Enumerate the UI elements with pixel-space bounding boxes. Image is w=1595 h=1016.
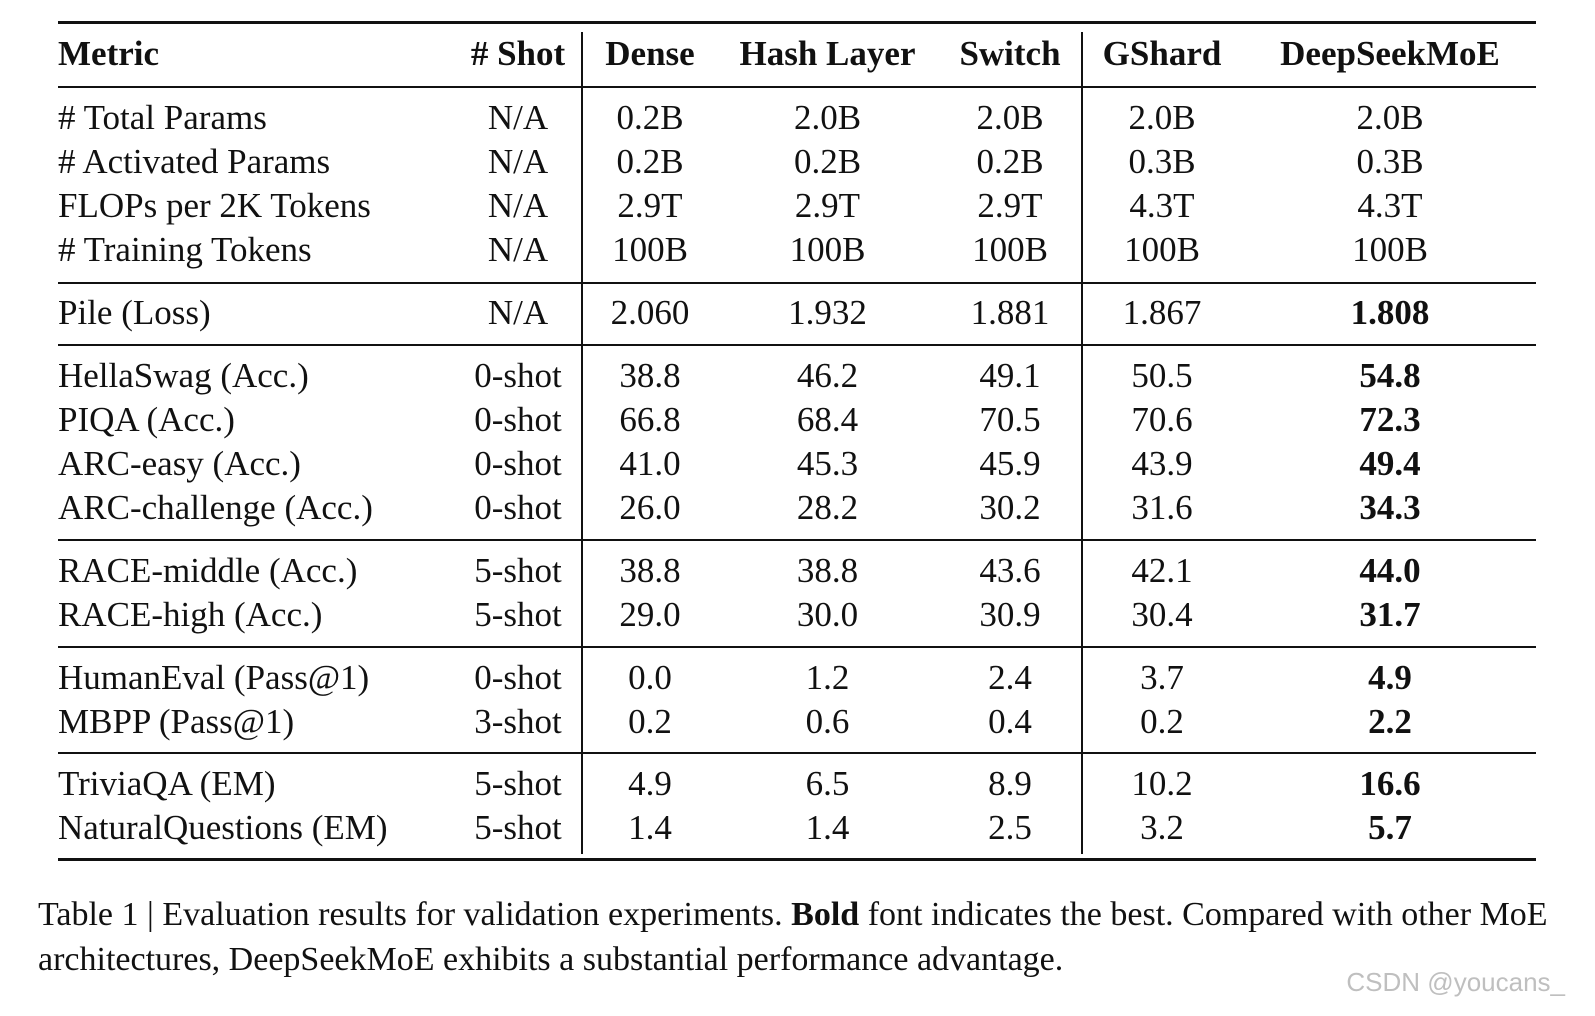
value-cell: 0.2B (616, 98, 684, 137)
value-cell: 49.1 (979, 356, 1041, 395)
value-cell: 29.0 (619, 595, 681, 634)
value-cell: 3.2 (1140, 808, 1184, 847)
header-cell: GShard (1102, 34, 1222, 73)
value-cell: 44.0 (1359, 551, 1421, 590)
value-cell: 0.2 (628, 702, 672, 741)
value-cell: 2.9T (977, 186, 1043, 225)
value-cell: 16.6 (1359, 764, 1421, 803)
value-cell: 2.9T (617, 186, 683, 225)
metric-cell: ARC-challenge (Acc.) (58, 488, 373, 527)
metric-cell: NaturalQuestions (EM) (58, 808, 388, 847)
value-cell: 5.7 (1368, 808, 1412, 847)
value-cell: 70.5 (979, 400, 1041, 439)
value-cell: 8.9 (988, 764, 1032, 803)
value-cell: 1.4 (628, 808, 672, 847)
shot-cell: 0-shot (474, 400, 562, 439)
value-cell: 1.4 (805, 808, 850, 847)
value-cell: 100B (972, 230, 1048, 269)
caption-bold-word: Bold (791, 896, 860, 933)
header-cell: Hash Layer (739, 34, 916, 73)
value-cell: 100B (1352, 230, 1428, 269)
value-cell: 31.6 (1131, 488, 1193, 527)
value-cell: 38.8 (619, 551, 681, 590)
value-cell: 0.3B (1356, 142, 1424, 181)
value-cell: 1.2 (805, 658, 850, 697)
shot-cell: N/A (487, 293, 549, 332)
value-cell: 4.9 (1368, 658, 1412, 697)
value-cell: 1.867 (1122, 293, 1202, 332)
value-cell: 3.7 (1140, 658, 1184, 697)
shot-separator (581, 32, 583, 854)
caption-prefix: Table 1 | Evaluation results for validation experiments. (38, 896, 792, 933)
value-cell: 50.5 (1131, 356, 1193, 395)
metric-cell: RACE-high (Acc.) (58, 595, 323, 634)
bottom-rule (58, 858, 1536, 861)
table-caption (38, 892, 1568, 982)
value-cell: 45.3 (796, 444, 859, 483)
metric-cell: ARC-easy (Acc.) (58, 444, 301, 483)
value-cell: 1.932 (788, 293, 867, 332)
group-rule (58, 344, 1536, 346)
value-cell: 2.4 (988, 658, 1032, 697)
header-cell: Switch (959, 34, 1061, 73)
group-rule (58, 282, 1536, 284)
value-cell: 46.2 (796, 356, 859, 395)
value-cell: 10.2 (1131, 764, 1193, 803)
value-cell: 30.4 (1131, 595, 1193, 634)
value-cell: 1.881 (970, 293, 1050, 332)
value-cell: 30.9 (979, 595, 1041, 634)
value-cell: 28.2 (796, 488, 859, 527)
header-cell: Dense (605, 34, 695, 73)
value-cell: 4.3T (1129, 186, 1195, 225)
shot-cell: 5-shot (474, 551, 562, 590)
shot-cell: 5-shot (474, 808, 562, 847)
value-cell: 70.6 (1131, 400, 1193, 439)
value-cell: 45.9 (979, 444, 1041, 483)
value-cell: 68.4 (796, 400, 859, 439)
header-cell: Metric (58, 34, 160, 73)
value-cell: 4.9 (628, 764, 672, 803)
value-cell: 1.808 (1350, 293, 1430, 332)
value-cell: 38.8 (619, 356, 681, 395)
value-cell: 72.3 (1359, 400, 1421, 439)
value-cell: 30.0 (796, 595, 859, 634)
value-cell: 0.2 (1140, 702, 1184, 741)
value-cell: 2.0B (1356, 98, 1424, 137)
value-cell: 0.4 (988, 702, 1032, 741)
value-cell: 26.0 (619, 488, 681, 527)
header-cell: # Shot (470, 34, 566, 73)
value-cell: 2.060 (610, 293, 690, 332)
watermark: CSDN @youcans_ (1346, 967, 1565, 997)
shot-cell: N/A (487, 230, 549, 269)
value-cell: 0.0 (628, 658, 672, 697)
value-cell: 0.3B (1128, 142, 1196, 181)
shot-cell: N/A (487, 98, 549, 137)
shot-cell: N/A (487, 186, 549, 225)
value-cell: 30.2 (979, 488, 1041, 527)
group-rule (58, 539, 1536, 541)
value-cell: 0.2B (976, 142, 1044, 181)
value-cell: 54.8 (1359, 356, 1421, 395)
value-cell: 2.2 (1368, 702, 1412, 741)
shot-cell: 0-shot (474, 356, 562, 395)
metric-cell: TriviaQA (EM) (58, 764, 276, 803)
value-cell: 41.0 (619, 444, 681, 483)
value-cell: 2.0B (1128, 98, 1196, 137)
header-rule (58, 86, 1536, 88)
group-rule (58, 646, 1536, 648)
caption-suffix: font indicates the best. Compared with other MoE architectures, DeepSeekMoE exhibits a substantial performance advantage. (38, 896, 1548, 978)
top-rule (58, 21, 1536, 24)
value-cell: 6.5 (805, 764, 850, 803)
shot-cell: 5-shot (474, 764, 562, 803)
header-cell: DeepSeekMoE (1280, 34, 1500, 73)
value-cell: 43.6 (979, 551, 1041, 590)
shot-cell: N/A (487, 142, 549, 181)
moe-separator (1081, 32, 1083, 854)
value-cell: 42.1 (1131, 551, 1193, 590)
value-cell: 2.5 (988, 808, 1032, 847)
shot-cell: 5-shot (474, 595, 562, 634)
value-cell: 4.3T (1357, 186, 1423, 225)
metric-cell: HumanEval (Pass@1) (58, 658, 370, 697)
value-cell: 31.7 (1359, 595, 1421, 634)
shot-cell: 0-shot (474, 658, 562, 697)
value-cell: 0.2B (616, 142, 684, 181)
shot-cell: 3-shot (474, 702, 562, 741)
metric-cell: PIQA (Acc.) (58, 400, 235, 439)
value-cell: 2.9T (794, 186, 861, 225)
metric-cell: # Training Tokens (58, 230, 312, 269)
value-cell: 100B (789, 230, 866, 269)
metric-cell: RACE-middle (Acc.) (58, 551, 358, 590)
value-cell: 0.2B (793, 142, 862, 181)
shot-cell: 0-shot (474, 488, 562, 527)
metric-cell: HellaSwag (Acc.) (58, 356, 309, 395)
metric-cell: FLOPs per 2K Tokens (58, 186, 371, 225)
value-cell: 38.8 (796, 551, 859, 590)
metric-cell: MBPP (Pass@1) (58, 702, 295, 741)
value-cell: 34.3 (1359, 488, 1421, 527)
metric-cell: Pile (Loss) (58, 293, 211, 332)
value-cell: 43.9 (1131, 444, 1193, 483)
value-cell: 100B (1124, 230, 1200, 269)
metric-cell: # Total Params (58, 98, 267, 137)
value-cell: 2.0B (793, 98, 862, 137)
shot-cell: 0-shot (474, 444, 562, 483)
metric-cell: # Activated Params (58, 142, 331, 181)
value-cell: 66.8 (619, 400, 681, 439)
group-rule (58, 752, 1536, 754)
value-cell: 100B (612, 230, 688, 269)
value-cell: 0.6 (805, 702, 850, 741)
value-cell: 49.4 (1359, 444, 1421, 483)
value-cell: 2.0B (976, 98, 1044, 137)
